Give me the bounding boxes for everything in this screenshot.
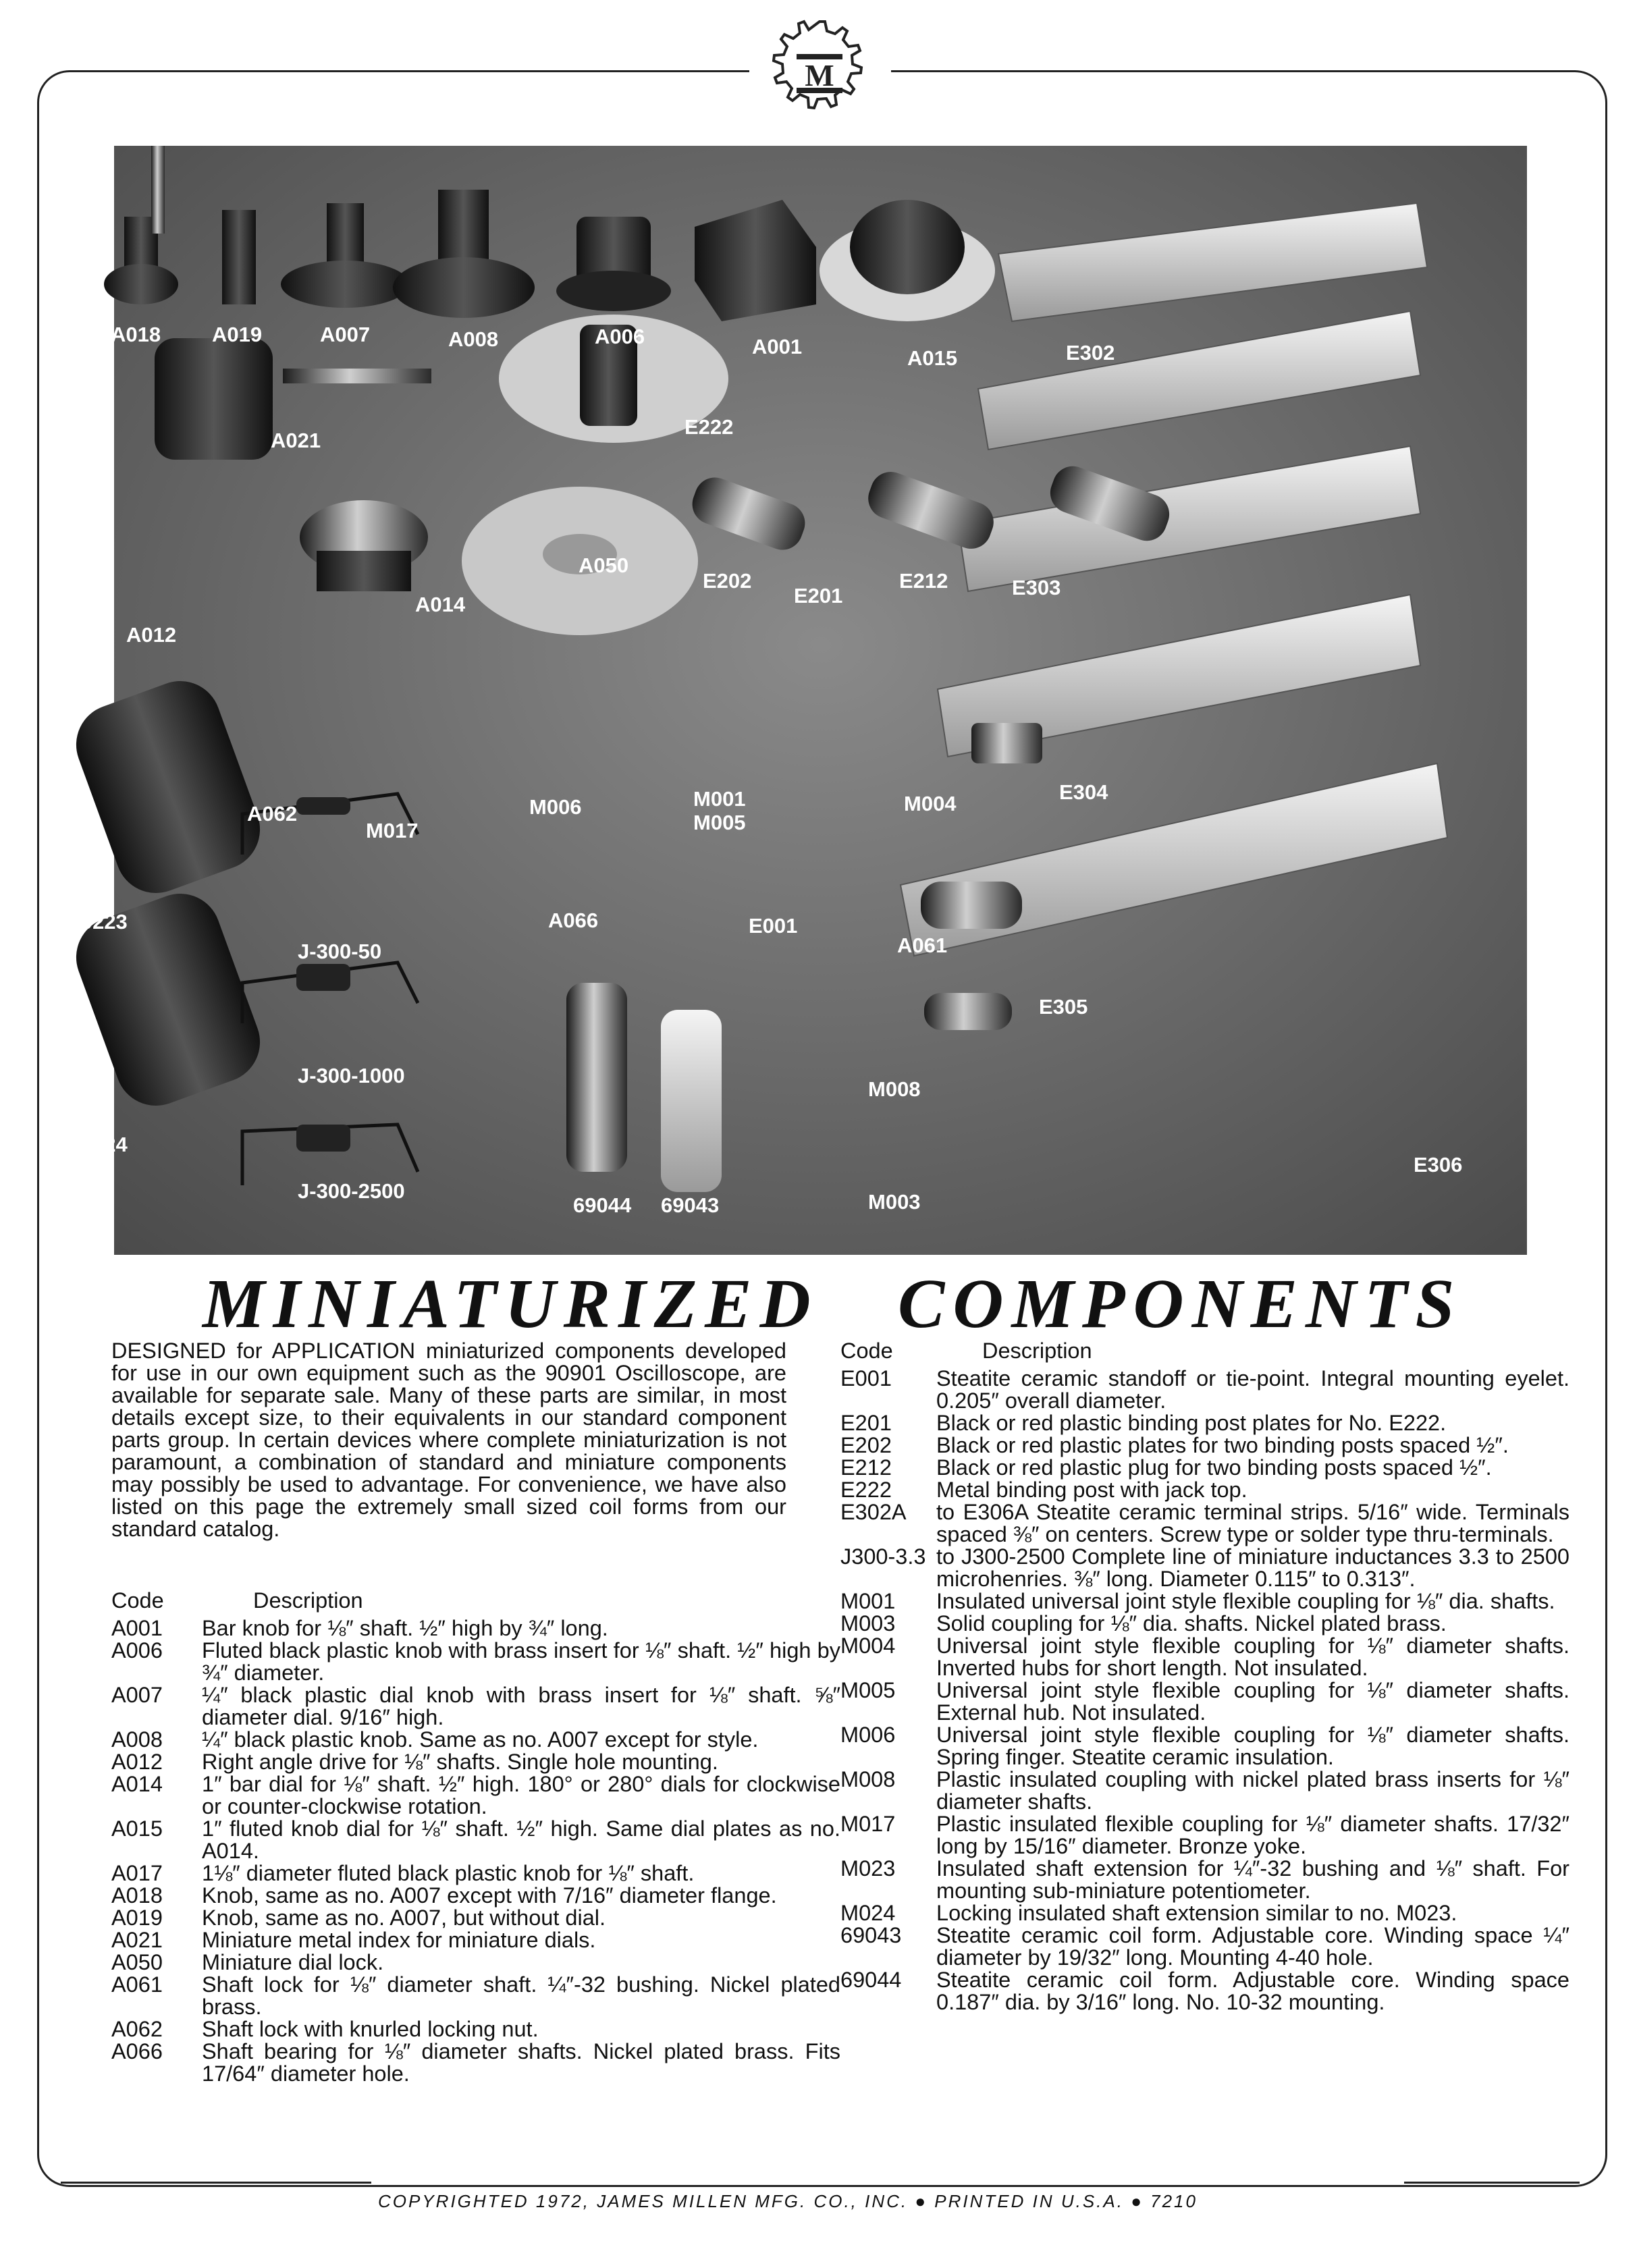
- part-code: E202: [840, 1433, 892, 1457]
- part-description: Insulated universal joint style flexible coupling for ⅛″ dia. shafts.: [936, 1589, 1555, 1613]
- parts-row: [111, 1818, 840, 1862]
- part-code: M017: [840, 1812, 896, 1836]
- part-code: M003: [840, 1611, 896, 1636]
- components-illustration: [63, 146, 1527, 1255]
- parts-row: [840, 1613, 1569, 1635]
- part-description: Knob, same as no. A007, but without dial.: [202, 1906, 606, 1930]
- parts-row: [840, 1501, 1569, 1546]
- part-code: A050: [111, 1950, 163, 1974]
- part-code: M024: [840, 1901, 896, 1925]
- part-description: Black or red plastic plug for two binding posts spaced ½″.: [936, 1455, 1492, 1480]
- photo-label: A019: [212, 323, 263, 346]
- photo-label: M006: [529, 795, 582, 819]
- parts-row: [111, 2041, 840, 2085]
- part-code: A018: [111, 1883, 163, 1908]
- part-description: Steatite ceramic coil form. Adjustable core. Winding space ¼″ diameter by 19/32″ long. Mounting 4-40 hole.: [936, 1923, 1569, 1970]
- part-description: Solid coupling for ⅛″ dia. shafts. Nickel plated brass.: [936, 1611, 1447, 1636]
- photo-label: A001: [752, 335, 803, 358]
- copyright-footer: COPYRIGHTED 1972, JAMES MILLEN MFG. CO., INC. ● PRINTED IN U.S.A. ● 7210: [378, 2191, 1198, 2211]
- part-description: Steatite ceramic standoff or tie-point. Integral mounting eyelet. 0.205″ overall diameter.: [936, 1366, 1569, 1413]
- part-code: A014: [111, 1772, 163, 1796]
- millen-gear-logo: [763, 15, 876, 128]
- photo-label: A050: [579, 554, 629, 577]
- photo-label: E222: [685, 415, 734, 439]
- parts-row: [840, 1479, 1569, 1501]
- photo-label: M008: [868, 1077, 921, 1101]
- parts-row: [111, 1640, 840, 1684]
- photo-label: E201: [794, 584, 843, 608]
- photo-label: A021: [271, 429, 321, 452]
- photo-label: M017: [366, 819, 419, 842]
- part-description: to J300-2500 Complete line of miniature inductances 3.3 to 2500 microhenries. ⅜″ long. Diameter 0.115″ to 0.313″.: [936, 1544, 1569, 1591]
- parts-row: [840, 1902, 1569, 1924]
- photo-label: E302: [1066, 341, 1115, 364]
- part-description: Shaft lock with knurled locking nut.: [202, 2017, 539, 2041]
- description-header: Description: [982, 1339, 1092, 1363]
- part-description: Universal joint style flexible coupling for ⅛″ diameter shafts. External hub. Not insulated.: [936, 1678, 1569, 1725]
- part-code: M008: [840, 1767, 896, 1791]
- part-code: M001: [840, 1589, 896, 1613]
- photo-label: M004: [904, 792, 957, 815]
- photo-label: M0224: [63, 1133, 128, 1156]
- photo-label: J-300-50: [298, 940, 382, 963]
- part-code: M005: [840, 1678, 896, 1702]
- part-code: A008: [111, 1727, 163, 1752]
- photo-label: A007: [320, 323, 371, 346]
- part-description: Shaft bearing for ⅛″ diameter shafts. Nickel plated brass. Fits 17/64″ diameter hole.: [202, 2039, 840, 2086]
- photo-label: M001: [693, 787, 746, 811]
- photo-label: E001: [749, 914, 798, 938]
- part-description: Plastic insulated coupling with nickel plated brass inserts for ⅛″ diameter shafts.: [936, 1767, 1569, 1814]
- part-code: A062: [111, 2017, 163, 2041]
- part-code: A015: [111, 1816, 163, 1841]
- part-description: Insulated shaft extension for ¼″-32 bushing and ⅛″ shaft. For mounting sub-miniature potentiometer.: [936, 1856, 1569, 1903]
- part-code: E222: [840, 1478, 892, 1502]
- photo-label: M003: [868, 1190, 921, 1214]
- parts-row: [840, 1924, 1569, 1969]
- part-description: ¼″ black plastic dial knob with brass insert for ⅛″ shaft. ⅝″ diameter dial. 9/16″ high.: [202, 1683, 840, 1729]
- photo-label: E202: [703, 569, 752, 593]
- parts-row: [840, 1858, 1569, 1902]
- shaft-lock-a062: [300, 500, 428, 591]
- photo-label: A018: [111, 323, 161, 346]
- parts-row: [111, 1617, 840, 1640]
- parts-row: [840, 1546, 1569, 1590]
- knob-a019: [222, 210, 256, 304]
- intro-paragraph: DESIGNED for APPLICATION miniaturized components developed for use in our own equipment such as the 90901 Oscilloscope, are available for separate sale. Many of these parts are similar, in most details except size, to their equivalents in our standard component parts group. In certain devices where complete miniaturization is not paramount, a combination of standard and miniature components may possibly be used to advantage. For convenience, we have also listed on this page the extremely small sized coil forms from our standard catalog.: [111, 1339, 786, 1541]
- part-description: Bar knob for ⅛″ shaft. ½″ high by ¾″ long.: [202, 1616, 608, 1640]
- part-code: M023: [840, 1856, 896, 1881]
- part-description: Locking insulated shaft extension similar to no. M023.: [936, 1901, 1457, 1925]
- photo-label: E305: [1039, 995, 1088, 1019]
- part-code: A019: [111, 1906, 163, 1930]
- part-code: E201: [840, 1411, 892, 1435]
- photo-label: A014: [415, 593, 466, 616]
- page-heading: [203, 1264, 1485, 1343]
- part-description: 1″ bar dial for ⅛″ shaft. ½″ high. 180° or 280° dials for clockwise or counter-clockwise rotation.: [202, 1772, 840, 1818]
- photo-label: A015: [907, 346, 958, 370]
- photo-label: J-300-2500: [298, 1179, 405, 1203]
- part-description: to E306A Steatite ceramic terminal strips. 5/16″ wide. Terminals spaced ⅜″ on centers. Screw type or solder type thru-terminals.: [936, 1500, 1569, 1546]
- part-code: A066: [111, 2039, 163, 2063]
- parts-row: [111, 1729, 840, 1751]
- part-code: M006: [840, 1723, 896, 1747]
- heading-word-components: COMPONENTS: [898, 1265, 1463, 1343]
- part-description: Fluted black plastic knob with brass insert for ⅛″ shaft. ½″ high by ¾″ diameter.: [202, 1638, 840, 1685]
- parts-row: [840, 1969, 1569, 2014]
- part-code: M004: [840, 1634, 896, 1658]
- part-description: Knob, same as no. A007 except with 7/16″ diameter flange.: [202, 1883, 777, 1908]
- part-description: ¼″ black plastic knob. Same as no. A007 except for style.: [202, 1727, 759, 1752]
- photo-label: E306: [1414, 1153, 1463, 1177]
- photo-label: A061: [897, 934, 948, 957]
- parts-row: [840, 1590, 1569, 1613]
- part-code: A061: [111, 1972, 163, 1997]
- part-code: J300-3.3: [840, 1544, 926, 1569]
- part-description: Steatite ceramic coil form. Adjustable core. Winding space 0.187″ dia. by 3/16″ long. No. 10-32 mounting.: [936, 1968, 1569, 2014]
- part-code: A006: [111, 1638, 163, 1663]
- part-description: Miniature metal index for miniature dials.: [202, 1928, 596, 1952]
- part-description: Metal binding post with jack top.: [936, 1478, 1247, 1502]
- parts-row: [840, 1769, 1569, 1813]
- photo-label: E304: [1059, 780, 1108, 804]
- part-description: Right angle drive for ⅛″ shafts. Single hole mounting.: [202, 1750, 718, 1774]
- description-header: Description: [253, 1588, 363, 1613]
- part-code: A021: [111, 1928, 163, 1952]
- parts-row: [111, 1885, 840, 1907]
- photo-label: A062: [247, 802, 298, 826]
- photo-label: 69043: [661, 1193, 720, 1217]
- parts-row: [840, 1724, 1569, 1769]
- parts-row: [840, 1457, 1569, 1479]
- code-header: Code: [111, 1588, 164, 1613]
- parts-row: [111, 1951, 840, 1974]
- part-code: A001: [111, 1616, 163, 1640]
- parts-list-left: [111, 1590, 840, 2085]
- parts-row: [111, 1684, 840, 1729]
- list-header: [840, 1340, 1569, 1362]
- part-code: E001: [840, 1366, 892, 1390]
- parts-row: [840, 1412, 1569, 1434]
- code-header: Code: [840, 1339, 893, 1363]
- parts-row: [840, 1434, 1569, 1457]
- parts-row: [111, 1773, 840, 1818]
- part-code: E212: [840, 1455, 892, 1480]
- product-photo: [63, 146, 1527, 1255]
- part-description: Universal joint style flexible coupling for ⅛″ diameter shafts. Spring finger. Steatite ceramic insulation.: [936, 1723, 1569, 1769]
- parts-row: [840, 1368, 1569, 1412]
- footer-rule-left: [61, 2182, 371, 2184]
- photo-label: E303: [1012, 576, 1061, 599]
- list-header: [111, 1590, 840, 1612]
- part-description: Black or red plastic plates for two binding posts spaced ½″.: [936, 1433, 1509, 1457]
- photo-label: A012: [126, 623, 177, 647]
- part-description: Plastic insulated flexible coupling for ⅛″ diameter shafts. 17/32″ long by 15/16″ diameter. Bronze yoke.: [936, 1812, 1569, 1858]
- parts-row: [111, 1974, 840, 2018]
- logo-letter: M: [805, 58, 834, 92]
- photo-label: A006: [595, 325, 645, 348]
- part-description: 1″ fluted knob dial for ⅛″ shaft. ½″ high. Same dial plates as no. A014.: [202, 1816, 840, 1863]
- parts-row: [111, 1907, 840, 1929]
- part-code: E302A: [840, 1500, 907, 1524]
- part-description: Shaft lock for ⅛″ diameter shaft. ¼″-32 bushing. Nickel plated brass.: [202, 1972, 840, 2019]
- part-description: Black or red plastic binding post plates for No. E222.: [936, 1411, 1447, 1435]
- parts-row: [111, 1862, 840, 1885]
- heading-word-miniaturized: MINIATURIZED: [203, 1265, 819, 1343]
- parts-row: [111, 2018, 840, 2041]
- part-code: A017: [111, 1861, 163, 1885]
- photo-label: M005: [693, 811, 746, 834]
- part-code: 69044: [840, 1968, 902, 1992]
- part-description: Miniature dial lock.: [202, 1950, 384, 1974]
- part-description: 1⅛″ diameter fluted black plastic knob for ⅛″ shaft.: [202, 1861, 695, 1885]
- parts-row: [840, 1679, 1569, 1724]
- parts-row: [111, 1751, 840, 1773]
- photo-label: A008: [448, 327, 499, 351]
- part-description: Universal joint style flexible coupling for ⅛″ diameter shafts. Inverted hubs for short length. Not insulated.: [936, 1634, 1569, 1680]
- photo-label: E212: [899, 569, 948, 593]
- photo-label: M0223: [63, 910, 128, 934]
- part-code: A012: [111, 1750, 163, 1774]
- parts-list-right: [840, 1340, 1569, 2014]
- footer-rule-right: [1404, 2182, 1580, 2184]
- parts-row: [840, 1813, 1569, 1858]
- parts-row: [111, 1929, 840, 1951]
- photo-label: A066: [548, 909, 599, 932]
- part-code: 69043: [840, 1923, 902, 1947]
- photo-label: 69044: [573, 1193, 632, 1217]
- photo-label: J-300-1000: [298, 1064, 405, 1087]
- part-code: A007: [111, 1683, 163, 1707]
- parts-row: [840, 1635, 1569, 1679]
